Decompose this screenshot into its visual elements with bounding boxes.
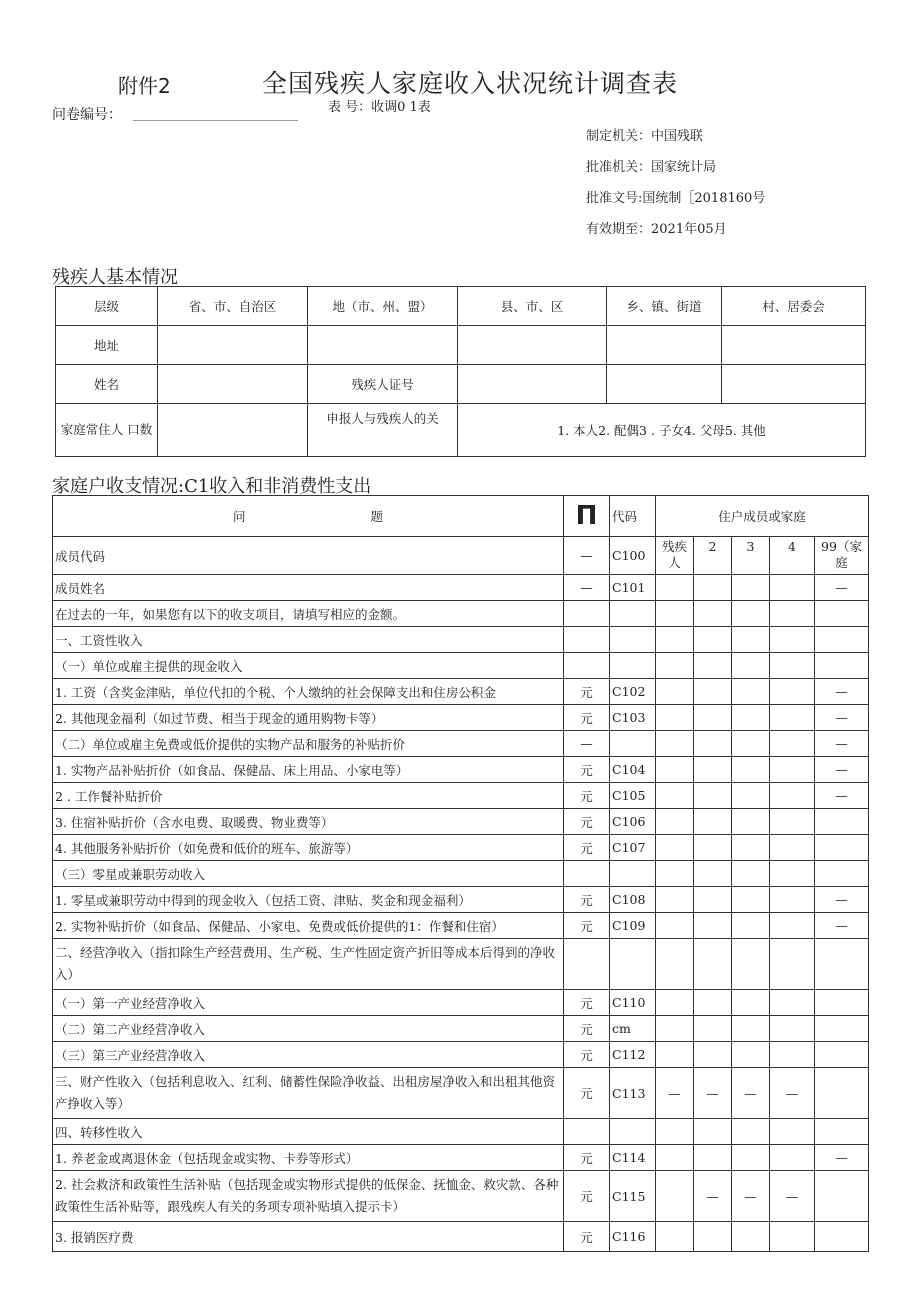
value-cell-3[interactable]	[732, 913, 770, 939]
relation-label: 申报人与残疾人的关	[308, 404, 458, 457]
unit-cell: 元	[564, 809, 610, 835]
value-cell-4[interactable]	[770, 1016, 815, 1042]
header-members: 住户成员或家庭	[656, 496, 869, 537]
unit-cell	[564, 1119, 610, 1145]
unit-cell: 元	[564, 757, 610, 783]
value-cell-5[interactable]	[815, 1042, 869, 1068]
value-cell-3[interactable]	[732, 939, 770, 990]
value-cell-2[interactable]	[694, 575, 732, 601]
value-cell-5: —	[815, 1145, 869, 1171]
unit-cell: —	[564, 537, 610, 575]
value-cell-3[interactable]	[732, 1222, 770, 1252]
question-cell: 2. 社会救济和政策性生活补贴（包括现金或实物形式提供的低保金、抚恤金、救灾款、各种政策性生活补贴等，跟残疾人有关的务项专项补贴填入提示卡）	[53, 1171, 564, 1222]
question-cell: 2. 其他现金福利（如过节费、相当于现金的通用购物卡等）	[53, 705, 564, 731]
table-row	[53, 990, 869, 1016]
value-cell-4[interactable]	[770, 913, 815, 939]
table-row	[53, 1145, 869, 1171]
unit-cell: 元	[564, 887, 610, 913]
value-cell-1[interactable]	[656, 1119, 694, 1145]
value-cell-5[interactable]	[815, 627, 869, 653]
table-row	[53, 757, 869, 783]
unit-cell: 元	[564, 679, 610, 705]
question-cell: 4. 其他服务补贴折价（如免费和低价的班车、旅游等）	[53, 835, 564, 861]
code-cell: C114	[610, 1145, 656, 1171]
unit-cell	[564, 627, 610, 653]
unit-cell: —	[564, 575, 610, 601]
question-cell: 一、工资性收入	[53, 627, 564, 653]
value-cell-2[interactable]	[694, 653, 732, 679]
value-cell-5: —	[815, 757, 869, 783]
value-cell-3[interactable]	[732, 575, 770, 601]
value-cell-3[interactable]	[732, 731, 770, 757]
value-cell-2[interactable]	[694, 1119, 732, 1145]
name-label: 姓名	[56, 365, 158, 404]
value-cell-1[interactable]	[656, 783, 694, 809]
unit-cell	[564, 939, 610, 990]
value-cell-2[interactable]	[694, 1222, 732, 1252]
table-row	[53, 887, 869, 913]
table-row	[53, 835, 869, 861]
value-cell-2[interactable]	[694, 887, 732, 913]
table-row	[53, 913, 869, 939]
question-cell: 1. 零星或兼职劳动中得到的现金收入（包括工资、津贴、奖金和现金福利）	[53, 887, 564, 913]
table-row	[53, 809, 869, 835]
question-cell: 1. 养老金或离退休金（包括现金或实物、卡券等形式）	[53, 1145, 564, 1171]
address-town-field[interactable]	[607, 326, 722, 365]
cert-field-2[interactable]	[607, 365, 722, 404]
question-cell: （二）单位或雇主免费或低价提供的实物产品和服务的补贴折价	[53, 731, 564, 757]
value-cell-1[interactable]	[656, 627, 694, 653]
code-cell	[610, 653, 656, 679]
value-cell-4[interactable]	[770, 653, 815, 679]
code-cell	[610, 1119, 656, 1145]
value-cell-1: —	[656, 1068, 694, 1119]
name-field[interactable]	[158, 365, 308, 404]
value-cell-1[interactable]	[656, 990, 694, 1016]
value-cell-5[interactable]	[815, 861, 869, 887]
unit-cell: 元	[564, 1222, 610, 1252]
member-col-2: 2	[694, 537, 732, 575]
value-cell-1[interactable]	[656, 1016, 694, 1042]
header-town: 乡、镇、街道	[607, 287, 722, 326]
code-cell: C103	[610, 705, 656, 731]
unit-cell: 元	[564, 1042, 610, 1068]
value-cell-4: —	[770, 1171, 815, 1222]
value-cell-4[interactable]	[770, 809, 815, 835]
value-cell-3[interactable]	[732, 861, 770, 887]
unit-cell: 元	[564, 990, 610, 1016]
header-village: 村、居委会	[722, 287, 866, 326]
value-cell-1[interactable]	[656, 913, 694, 939]
value-cell-3[interactable]	[732, 783, 770, 809]
value-cell-4[interactable]	[770, 783, 815, 809]
value-cell-2[interactable]	[694, 809, 732, 835]
value-cell-5: —	[815, 705, 869, 731]
value-cell-1[interactable]	[656, 1222, 694, 1252]
value-cell-1[interactable]	[656, 809, 694, 835]
code-cell: C108	[610, 887, 656, 913]
table-row	[53, 861, 869, 887]
basic-info-table	[55, 286, 866, 457]
code-cell: C113	[610, 1068, 656, 1119]
value-cell-4[interactable]	[770, 939, 815, 990]
code-cell: C101	[610, 575, 656, 601]
question-cell: 2 . 工作餐补贴折价	[53, 783, 564, 809]
table-row	[53, 1042, 869, 1068]
code-cell: C104	[610, 757, 656, 783]
question-cell: 1. 工资（含奖金津贴，单位代扣的个税、个人缴纳的社会保障支出和住房公积金	[53, 679, 564, 705]
question-cell: （二）第二产业经营净收入	[53, 1016, 564, 1042]
code-cell: C109	[610, 913, 656, 939]
address-county-field[interactable]	[458, 326, 607, 365]
value-cell-5[interactable]	[815, 601, 869, 627]
address-city-field[interactable]	[308, 326, 458, 365]
question-cell: 三、财产性收入（包括利息收入、红利、储蓄性保险净收益、出租房屋净收入和出租其他资产挣收入等）	[53, 1068, 564, 1119]
code-cell: cm	[610, 1016, 656, 1042]
value-cell-3[interactable]	[732, 653, 770, 679]
question-cell: 二、经营净收入（指扣除生产经营费用、生产税、生产性固定资产折旧等成本后得到的净收入）	[53, 939, 564, 990]
table-row	[53, 705, 869, 731]
value-cell-5[interactable]	[815, 1016, 869, 1042]
value-cell-2[interactable]	[694, 601, 732, 627]
header-province: 省、市、自治区	[158, 287, 308, 326]
value-cell-4: —	[770, 1068, 815, 1119]
address-province-field[interactable]	[158, 326, 308, 365]
value-cell-4[interactable]	[770, 1042, 815, 1068]
value-cell-1[interactable]	[656, 1145, 694, 1171]
table-row	[53, 537, 869, 575]
question-cell: 四、转移性收入	[53, 1119, 564, 1145]
table-row	[53, 601, 869, 627]
value-cell-1[interactable]	[656, 1171, 694, 1222]
header-level: 层级	[56, 287, 158, 326]
member-col-1: 残疾人	[656, 537, 694, 575]
income-table	[52, 495, 869, 1252]
value-cell-2[interactable]	[694, 1016, 732, 1042]
table-row	[53, 575, 869, 601]
value-cell-1[interactable]	[656, 757, 694, 783]
unit-cell: 元	[564, 1068, 610, 1119]
value-cell-2[interactable]	[694, 990, 732, 1016]
value-cell-4[interactable]	[770, 1145, 815, 1171]
code-cell: C112	[610, 1042, 656, 1068]
value-cell-4[interactable]	[770, 757, 815, 783]
meta-issuer: 制定机关：中国残联	[586, 129, 704, 144]
value-cell-5: —	[815, 575, 869, 601]
code-cell	[610, 731, 656, 757]
value-cell-2[interactable]	[694, 835, 732, 861]
value-cell-4[interactable]	[770, 627, 815, 653]
unit-cell	[564, 601, 610, 627]
value-cell-2[interactable]	[694, 861, 732, 887]
meta-approval-no: 批准文号:国统制［2018160号	[586, 191, 766, 206]
value-cell-2[interactable]	[694, 913, 732, 939]
value-cell-5: —	[815, 783, 869, 809]
value-cell-3[interactable]	[732, 679, 770, 705]
address-label: 地址	[56, 326, 158, 365]
page-title: 全国残疾人家庭收入状况统计调查表	[262, 69, 679, 98]
member-col-3: 3	[732, 537, 770, 575]
value-cell-5[interactable]	[815, 990, 869, 1016]
value-cell-5[interactable]	[815, 939, 869, 990]
value-cell-4[interactable]	[770, 861, 815, 887]
unit-cell: 元	[564, 1171, 610, 1222]
value-cell-4[interactable]	[770, 705, 815, 731]
question-cell: 2. 实物补贴折价（如食品、保健品、小家电、免费或低价提供的1：作餐和住宿）	[53, 913, 564, 939]
value-cell-5[interactable]	[815, 1171, 869, 1222]
table-row	[53, 1016, 869, 1042]
value-cell-3[interactable]	[732, 990, 770, 1016]
header-question: 问 题	[53, 496, 564, 537]
value-cell-3: —	[732, 1171, 770, 1222]
section1-title: 残疾人基本情况	[52, 267, 178, 288]
value-cell-5[interactable]	[815, 1222, 869, 1252]
value-cell-1[interactable]	[656, 861, 694, 887]
question-cell: 在过去的一年，如果您有以下的收支项目，请填写相应的金额。	[53, 601, 564, 627]
meta-valid-until: 有效期至：2021年05月	[586, 222, 727, 237]
value-cell-3[interactable]	[732, 757, 770, 783]
cert-label: 残疾人证号	[308, 365, 458, 404]
table-row	[53, 627, 869, 653]
unit-cell: 元	[564, 913, 610, 939]
value-cell-4[interactable]	[770, 1119, 815, 1145]
table-row	[53, 731, 869, 757]
question-cell: （一）第一产业经营净收入	[53, 990, 564, 1016]
value-cell-4[interactable]	[770, 887, 815, 913]
value-cell-5[interactable]	[815, 1119, 869, 1145]
member-col-4: 4	[770, 537, 815, 575]
value-cell-1[interactable]	[656, 731, 694, 757]
value-cell-2[interactable]	[694, 939, 732, 990]
value-cell-2: —	[694, 1068, 732, 1119]
table-row	[53, 1171, 869, 1222]
value-cell-3[interactable]	[732, 601, 770, 627]
value-cell-2[interactable]	[694, 1042, 732, 1068]
value-cell-3[interactable]	[732, 1016, 770, 1042]
household-field[interactable]	[158, 404, 308, 457]
value-cell-3[interactable]	[732, 809, 770, 835]
cert-field-1[interactable]	[458, 365, 607, 404]
code-cell	[610, 861, 656, 887]
section2-title: 家庭户收支情况:C1收入和非消费性支出	[52, 476, 372, 497]
meta-approver: 批准机关：国家统计局	[586, 160, 717, 175]
questionnaire-number-field[interactable]	[133, 120, 298, 121]
value-cell-3[interactable]	[732, 1119, 770, 1145]
value-cell-5: —	[815, 887, 869, 913]
value-cell-1[interactable]	[656, 575, 694, 601]
value-cell-2[interactable]	[694, 757, 732, 783]
unit-cell	[564, 653, 610, 679]
value-cell-5[interactable]	[815, 835, 869, 861]
value-cell-2[interactable]	[694, 731, 732, 757]
code-cell: C102	[610, 679, 656, 705]
code-cell: C106	[610, 809, 656, 835]
value-cell-2[interactable]	[694, 705, 732, 731]
attachment-label: 附件2	[118, 74, 171, 98]
household-label: 家庭常住人 口数	[56, 404, 158, 457]
value-cell-5[interactable]	[815, 1068, 869, 1119]
table-row	[53, 783, 869, 809]
code-cell: C110	[610, 990, 656, 1016]
question-cell: （三）第三产业经营净收入	[53, 1042, 564, 1068]
code-cell: C105	[610, 783, 656, 809]
value-cell-2[interactable]	[694, 627, 732, 653]
member-col-5: 99（家庭	[815, 537, 869, 575]
code-cell: C116	[610, 1222, 656, 1252]
value-cell-4[interactable]	[770, 731, 815, 757]
question-cell: 3. 报销医疗费	[53, 1222, 564, 1252]
value-cell-2[interactable]	[694, 1145, 732, 1171]
table-row	[53, 939, 869, 990]
value-cell-2[interactable]	[694, 783, 732, 809]
value-cell-4[interactable]	[770, 575, 815, 601]
table-row	[53, 1068, 869, 1119]
relation-options[interactable]: 1. 本人2. 配偶3 . 子女4. 父母5. 其他	[458, 404, 866, 457]
value-cell-5: —	[815, 731, 869, 757]
value-cell-3[interactable]	[732, 835, 770, 861]
unit-cell: 元	[564, 1016, 610, 1042]
value-cell-2: —	[694, 1171, 732, 1222]
code-cell	[610, 939, 656, 990]
value-cell-4[interactable]	[770, 835, 815, 861]
value-cell-1[interactable]	[656, 679, 694, 705]
code-cell	[610, 601, 656, 627]
value-cell-4[interactable]	[770, 1222, 815, 1252]
address-village-field[interactable]	[722, 326, 866, 365]
table-row	[53, 653, 869, 679]
question-cell: 成员姓名	[53, 575, 564, 601]
header-county: 县、市、区	[458, 287, 607, 326]
table-row	[53, 679, 869, 705]
value-cell-1[interactable]	[656, 705, 694, 731]
header-code: 代码	[610, 496, 656, 537]
code-cell: C107	[610, 835, 656, 861]
value-cell-3[interactable]	[732, 1145, 770, 1171]
table-row	[53, 1222, 869, 1252]
unit-cell	[564, 861, 610, 887]
value-cell-1[interactable]	[656, 601, 694, 627]
value-cell-3: —	[732, 1068, 770, 1119]
value-cell-1[interactable]	[656, 887, 694, 913]
question-cell: 3. 住宿补贴折价（含水电费、取暖费、物业费等）	[53, 809, 564, 835]
code-cell	[610, 627, 656, 653]
questionnaire-number-label: 问卷编号：	[52, 107, 122, 123]
value-cell-3[interactable]	[732, 627, 770, 653]
code-cell: C115	[610, 1171, 656, 1222]
value-cell-3[interactable]	[732, 705, 770, 731]
question-cell: （三）零星或兼职劳动收入	[53, 861, 564, 887]
question-cell: （一）单位或雇主提供的现金收入	[53, 653, 564, 679]
value-cell-5: —	[815, 913, 869, 939]
unit-icon: П	[564, 496, 610, 537]
cert-field-3[interactable]	[722, 365, 866, 404]
value-cell-2[interactable]	[694, 679, 732, 705]
question-cell: 1. 实物产品补贴折价（如食品、保健品、床上用品、小家电等）	[53, 757, 564, 783]
value-cell-5: —	[815, 679, 869, 705]
unit-cell: 元	[564, 1145, 610, 1171]
value-cell-1[interactable]	[656, 939, 694, 990]
unit-cell: —	[564, 731, 610, 757]
value-cell-4[interactable]	[770, 990, 815, 1016]
unit-cell: 元	[564, 783, 610, 809]
value-cell-4[interactable]	[770, 679, 815, 705]
header-city: 地（市、州、盟）	[308, 287, 458, 326]
unit-cell: 元	[564, 705, 610, 731]
value-cell-1[interactable]	[656, 1042, 694, 1068]
form-number: 表 号：收调0 1表	[328, 100, 431, 115]
value-cell-1[interactable]	[656, 653, 694, 679]
question-cell: 成员代码	[53, 537, 564, 575]
value-cell-5[interactable]	[815, 809, 869, 835]
table-row	[53, 1119, 869, 1145]
code-cell: C100	[610, 537, 656, 575]
value-cell-3[interactable]	[732, 1042, 770, 1068]
value-cell-4[interactable]	[770, 601, 815, 627]
unit-cell: 元	[564, 835, 610, 861]
value-cell-3[interactable]	[732, 887, 770, 913]
value-cell-5[interactable]	[815, 653, 869, 679]
value-cell-1[interactable]	[656, 835, 694, 861]
